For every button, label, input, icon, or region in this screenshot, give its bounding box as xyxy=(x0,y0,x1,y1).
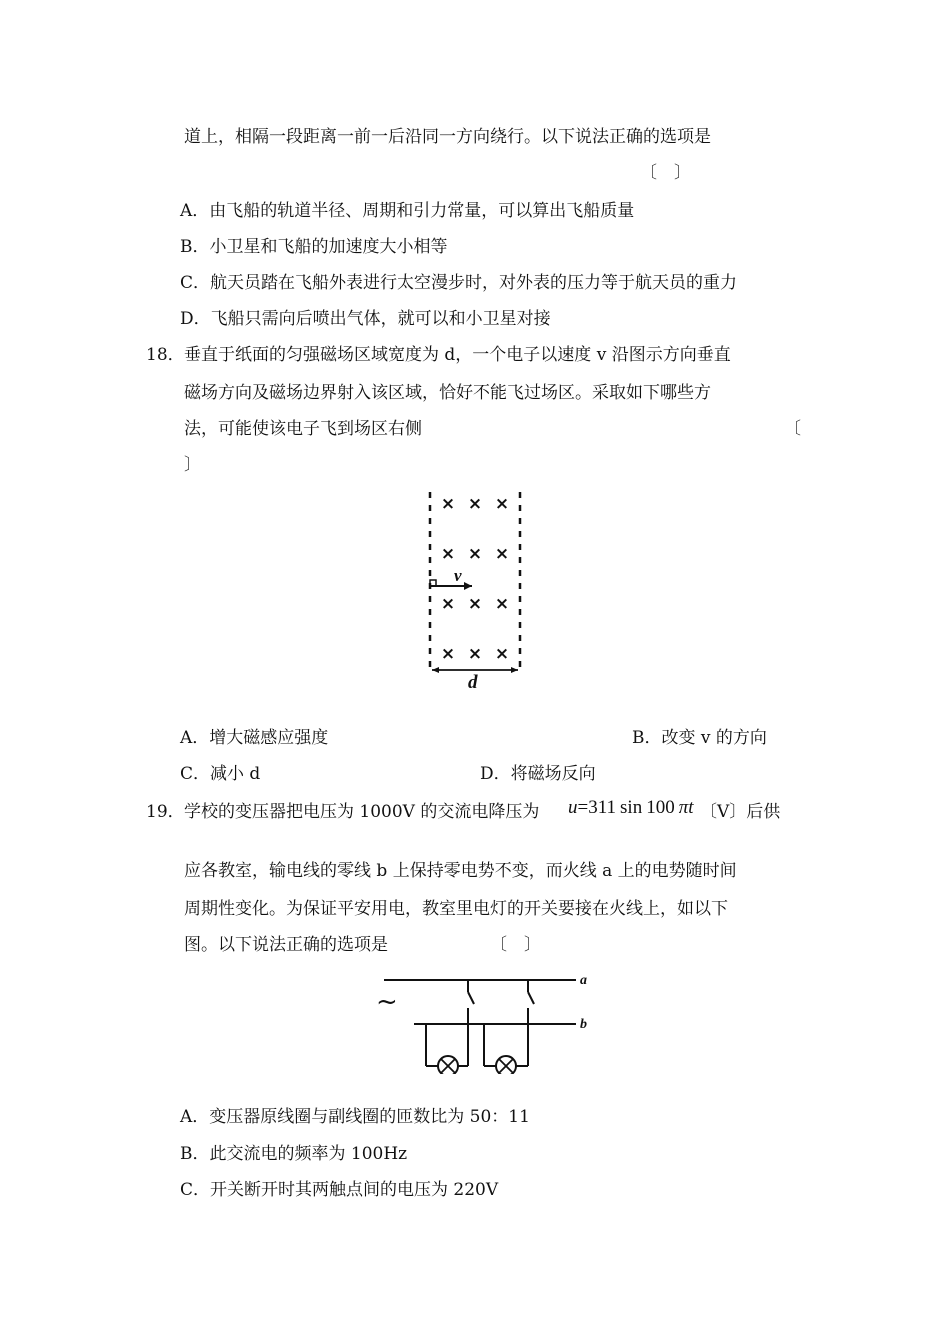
q18-stem-line-1: 垂直于纸面的匀强磁场区域宽度为 d，一个电子以速度 v 沿图示方向垂直 xyxy=(184,345,731,365)
formula-pi-t: πt xyxy=(678,797,694,818)
voltage-formula xyxy=(568,797,694,819)
q18-option-c: C．减小 d xyxy=(180,764,261,784)
ac-source-symbol: ~ xyxy=(376,987,398,1017)
q18-number: 18． xyxy=(146,345,185,365)
circuit-figure xyxy=(368,968,594,1074)
q19-option-c: C．开关断开时其两触点间的电压为 220V xyxy=(180,1180,499,1200)
width-label: d xyxy=(468,672,478,690)
velocity-label: v xyxy=(454,566,462,585)
q18-option-b: B．改变 v 的方向 xyxy=(632,728,767,748)
wire-b-label: b xyxy=(580,1017,587,1032)
lamp-branch-2 xyxy=(484,1024,528,1066)
field-cross: × xyxy=(440,544,456,564)
field-cross: × xyxy=(467,644,483,664)
q17-option-a: A．由飞船的轨道半径、周期和引力常量，可以算出飞船质量 xyxy=(180,201,635,221)
q19-stem-line-2: 应各教室，输电线的零线 b 上保持零电势不变，而火线 a 上的电势随时间 xyxy=(184,861,737,881)
q19-stem-line-1a: 学校的变压器把电压为 1000V 的交流电降压为 xyxy=(184,802,540,822)
field-cross: × xyxy=(494,544,510,564)
wire-a-label: a xyxy=(580,973,587,988)
velocity-arrowhead xyxy=(464,582,472,590)
q17-option-c: C．航天员踏在飞船外表进行太空漫步时，对外表的压力等于航天员的重力 xyxy=(180,273,738,293)
lamp-branch-1 xyxy=(426,1024,468,1066)
q18-option-a: A．增大磁感应强度 xyxy=(180,728,329,748)
q19-number: 19． xyxy=(146,802,185,822)
field-cross: × xyxy=(467,494,483,514)
width-arrow-left xyxy=(432,667,439,673)
q18-stem-line-2: 磁场方向及磁场边界射入该区域，恰好不能飞过场区。采取如下哪些方 xyxy=(184,383,711,403)
field-cross: × xyxy=(440,644,456,664)
q19-stem-line-1b: 〔V〕后供 xyxy=(700,802,781,822)
q18-stem-line-3: 法，可能使该电子飞到场区右侧 xyxy=(184,419,422,439)
q19-option-a: A．变压器原线圈与副线圈的匝数比为 50：11 xyxy=(180,1107,530,1127)
q19-answer-parentheses: 〔 〕 xyxy=(490,935,541,955)
formula-eq: =311 xyxy=(577,797,617,818)
lamp-2-icon xyxy=(496,1056,516,1074)
q19-option-b: B．此交流电的频率为 100Hz xyxy=(180,1144,408,1164)
q17-option-d: D．飞船只需向后喷出气体，就可以和小卫星对接 xyxy=(180,309,551,329)
field-cross: × xyxy=(440,594,456,614)
q17-option-b: B．小卫星和飞船的加速度大小相等 xyxy=(180,237,448,257)
field-cross: × xyxy=(467,544,483,564)
q19-stem-line-4: 图。以下说法正确的选项是 xyxy=(184,935,388,955)
width-arrow-right xyxy=(511,667,518,673)
lamp-1-icon xyxy=(438,1056,458,1074)
q18-paren-close: 〕 xyxy=(184,455,201,475)
q18-paren-open: 〔 xyxy=(784,419,801,439)
formula-sin: sin xyxy=(620,797,643,818)
field-cross: × xyxy=(440,494,456,514)
q17-answer-parentheses: 〔 〕 xyxy=(640,163,691,183)
q18-option-d: D．将磁场反向 xyxy=(480,764,596,784)
field-cross: × xyxy=(494,594,510,614)
field-cross: × xyxy=(494,644,510,664)
field-cross: × xyxy=(467,594,483,614)
magnetic-field-figure xyxy=(420,488,532,690)
q19-stem-line-3: 周期性变化。为保证平安用电，教室里电灯的开关要接在火线上，如以下 xyxy=(184,899,728,919)
formula-num: 100 xyxy=(646,797,675,818)
field-cross: × xyxy=(494,494,510,514)
q17-stem-continuation: 道上，相隔一段距离一前一后沿同一方向绕行。以下说法正确的选项是 xyxy=(184,127,711,147)
formula-u: u xyxy=(568,797,578,818)
